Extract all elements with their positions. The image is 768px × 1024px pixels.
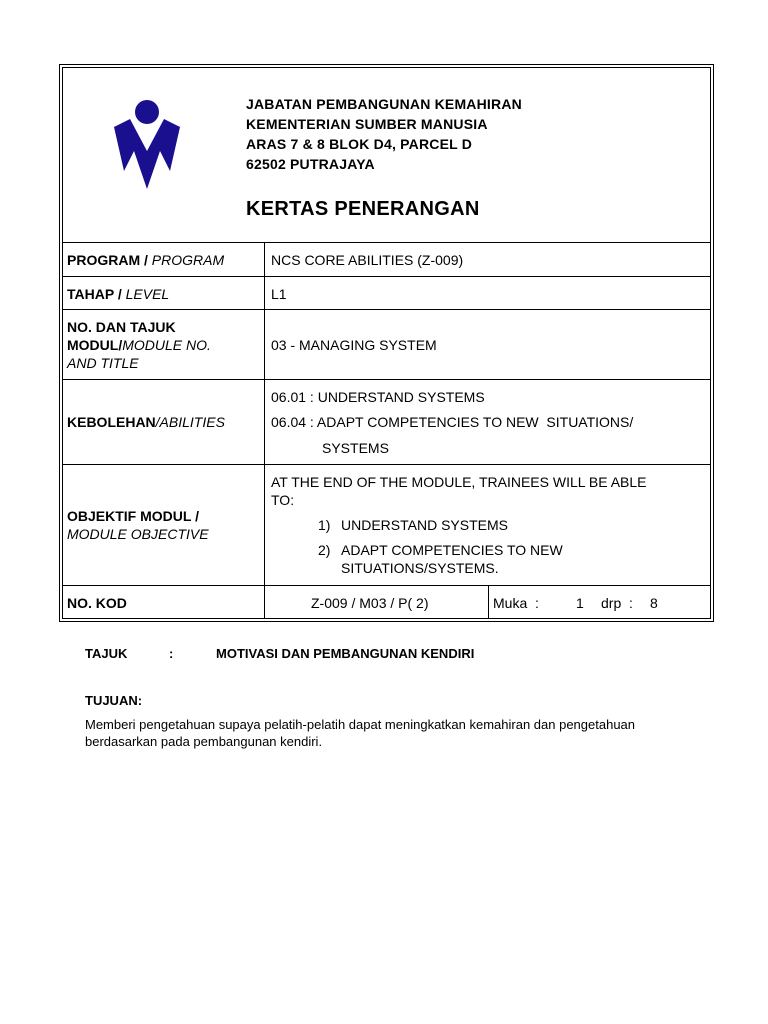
org-line: 62502 PUTRAJAYA [246, 156, 375, 172]
objective-item: UNDERSTAND SYSTEMS [341, 517, 508, 533]
objective-item-number: 2) [318, 542, 331, 558]
row-divider [62, 309, 711, 310]
column-divider [488, 585, 489, 619]
page-total: 8 [650, 595, 658, 611]
code-label: NO. KOD [67, 595, 127, 611]
row-divider [62, 464, 711, 465]
topic-colon: : [169, 646, 174, 661]
page-label: Muka : [493, 595, 539, 611]
org-line: KEMENTERIAN SUMBER MANUSIA [246, 116, 488, 132]
module-value: 03 - MANAGING SYSTEM [271, 337, 437, 353]
code-value: Z-009 / M03 / P( 2) [311, 595, 429, 611]
topic-value: MOTIVASI DAN PEMBANGUNAN KENDIRI [216, 646, 475, 661]
row-divider [62, 242, 711, 243]
row-divider [62, 276, 711, 277]
abilities-label: KEBOLEHAN/ABILITIES [67, 414, 225, 430]
objective-item-number: 1) [318, 517, 331, 533]
organization-address [246, 94, 522, 174]
page-of-label: drp : [601, 595, 633, 611]
module-label: NO. DAN TAJUK MODUL/MODULE NO. AND TITLE [67, 319, 211, 371]
purpose-text: Memberi pengetahuan supaya pelatih-pelatih dapat meningkatkan kemahiran dan pengetahuan berdasarkan pada pembangunan kendiri. [85, 717, 636, 749]
ability-item: 06.01 : UNDERSTAND SYSTEMS [271, 389, 485, 405]
level-label: TAHAP / LEVEL [67, 286, 170, 302]
row-divider [62, 585, 711, 586]
agency-logo [112, 99, 182, 191]
program-label: PROGRAM / PROGRAM [67, 252, 225, 268]
objective-label: OBJEKTIF MODUL / MODULE OBJECTIVE [67, 508, 209, 542]
level-value: L1 [271, 286, 287, 302]
org-line: JABATAN PEMBANGUNAN KEMAHIRAN [246, 96, 522, 112]
column-divider [264, 242, 265, 619]
page-number: 1 [576, 595, 584, 611]
document-title: KERTAS PENERANGAN [246, 198, 480, 220]
row-divider [62, 379, 711, 380]
objective-item: ADAPT COMPETENCIES TO NEW SITUATIONS/SYSTEMS. [341, 542, 563, 576]
topic-label: TAJUK [85, 646, 128, 661]
ability-item-continued: SYSTEMS [322, 440, 389, 456]
org-line: ARAS 7 & 8 BLOK D4, PARCEL D [246, 136, 473, 152]
program-value: NCS CORE ABILITIES (Z-009) [271, 252, 464, 268]
objective-intro: AT THE END OF THE MODULE, TRAINEES WILL BE ABLE TO: [271, 474, 647, 508]
purpose-label: TUJUAN: [85, 693, 143, 708]
ability-item: 06.04 : ADAPT COMPETENCIES TO NEW SITUATIONS/ [271, 414, 634, 430]
